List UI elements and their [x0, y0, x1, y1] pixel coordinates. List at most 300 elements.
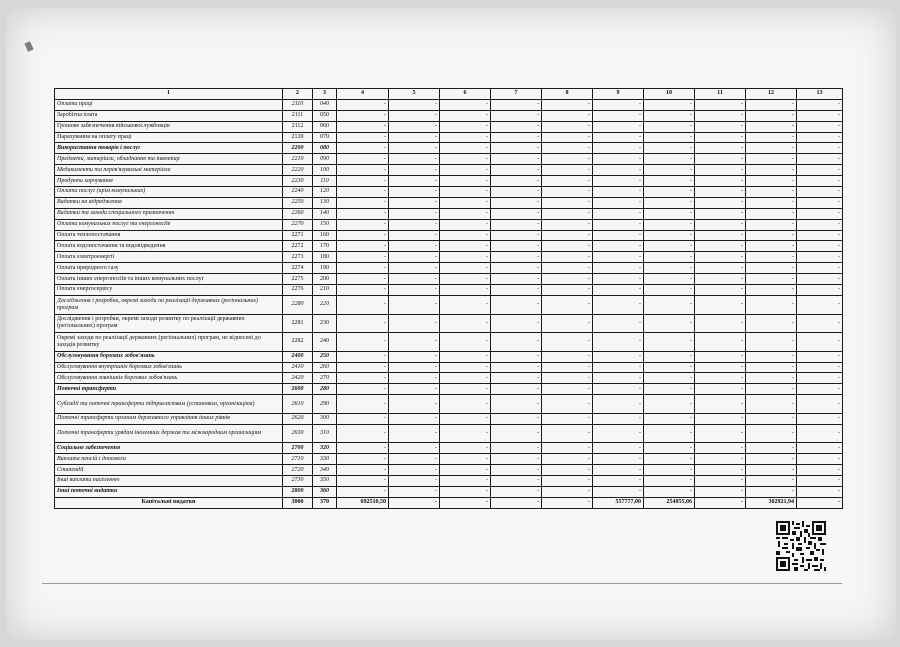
value-cell: -	[644, 373, 695, 384]
row-code-cell: 2420	[283, 373, 313, 384]
value-cell: -	[644, 132, 695, 143]
table-body	[55, 89, 843, 509]
value-cell: -	[593, 99, 644, 110]
value-cell: -	[389, 263, 440, 274]
value-cell: -	[491, 241, 542, 252]
value-cell: -	[389, 187, 440, 198]
value-cell: -	[644, 486, 695, 497]
row-name-cell: Оплата електроенергії	[55, 252, 283, 263]
value-cell: -	[491, 497, 542, 508]
value-cell: -	[695, 241, 746, 252]
row-number-cell: 360	[313, 486, 337, 497]
value-cell: -	[644, 314, 695, 333]
value-cell: -	[797, 154, 843, 165]
row-number-cell: 230	[313, 314, 337, 333]
row-code-cell: 2120	[283, 132, 313, 143]
value-cell: -	[389, 285, 440, 296]
row-name-cell: Нарахування на оплату праці	[55, 132, 283, 143]
row-number-cell: 290	[313, 395, 337, 414]
row-name-cell: Медикаменти та перев'язувальні матеріали	[55, 165, 283, 176]
value-cell: -	[746, 165, 797, 176]
row-name-cell: Поточні трансферти органам державного управління інших рівнів	[55, 413, 283, 424]
row-number-cell: 120	[313, 187, 337, 198]
value-cell: -	[542, 241, 593, 252]
value-cell: -	[593, 176, 644, 187]
value-cell: -	[797, 187, 843, 198]
value-cell: -	[389, 395, 440, 414]
column-header: 12	[746, 89, 797, 100]
value-cell: -	[593, 121, 644, 132]
value-cell: -	[337, 384, 389, 395]
value-cell: -	[491, 187, 542, 198]
row-code-cell: 2400	[283, 351, 313, 362]
table-row	[55, 465, 843, 476]
value-cell: -	[542, 132, 593, 143]
value-cell: -	[644, 443, 695, 454]
row-number-cell: 250	[313, 351, 337, 362]
value-cell: -	[440, 486, 491, 497]
value-cell: -	[440, 285, 491, 296]
row-code-cell: 2220	[283, 165, 313, 176]
value-cell: -	[746, 99, 797, 110]
value-cell: -	[440, 465, 491, 476]
value-cell: -	[542, 187, 593, 198]
value-cell: -	[542, 486, 593, 497]
value-cell: -	[695, 497, 746, 508]
value-cell: -	[593, 110, 644, 121]
row-number-cell: 130	[313, 197, 337, 208]
row-name-cell: Видатки та заходи спеціального призначення	[55, 208, 283, 219]
value-cell: -	[542, 154, 593, 165]
value-cell: -	[389, 454, 440, 465]
value-cell: -	[491, 121, 542, 132]
value-cell: -	[695, 274, 746, 285]
value-cell: -	[389, 362, 440, 373]
value-cell: -	[491, 176, 542, 187]
row-code-cell: 2281	[283, 314, 313, 333]
row-number-cell: 210	[313, 285, 337, 296]
document-page	[6, 8, 896, 640]
scan-mark	[24, 41, 33, 52]
value-cell: -	[593, 333, 644, 352]
value-cell: -	[440, 413, 491, 424]
value-cell: -	[440, 143, 491, 154]
value-cell: -	[491, 110, 542, 121]
table-row	[55, 285, 843, 296]
value-cell: -	[746, 413, 797, 424]
row-name-cell: Оплата теплопостачання	[55, 230, 283, 241]
value-cell: -	[542, 476, 593, 487]
column-header: 2	[283, 89, 313, 100]
value-cell: -	[746, 285, 797, 296]
value-cell: -	[644, 110, 695, 121]
value-cell: -	[389, 197, 440, 208]
value-cell: -	[746, 443, 797, 454]
row-name-cell: Стипендії	[55, 465, 283, 476]
value-cell: -	[593, 285, 644, 296]
footer-rule	[42, 583, 842, 584]
value-cell: -	[337, 230, 389, 241]
table-row	[55, 384, 843, 395]
row-number-cell: 300	[313, 413, 337, 424]
value-cell: -	[695, 413, 746, 424]
row-code-cell: 2610	[283, 395, 313, 414]
value-cell: -	[389, 476, 440, 487]
row-number-cell: 070	[313, 132, 337, 143]
value-cell: -	[593, 395, 644, 414]
value-cell: -	[746, 263, 797, 274]
value-cell: -	[644, 413, 695, 424]
value-cell: -	[440, 219, 491, 230]
value-cell: -	[797, 132, 843, 143]
value-cell: -	[746, 219, 797, 230]
value-cell: -	[491, 333, 542, 352]
value-cell: -	[695, 208, 746, 219]
column-header: 5	[389, 89, 440, 100]
value-cell: -	[337, 219, 389, 230]
value-cell: -	[389, 132, 440, 143]
value-cell: -	[542, 454, 593, 465]
value-cell: -	[491, 143, 542, 154]
value-cell: -	[389, 465, 440, 476]
value-cell: -	[797, 176, 843, 187]
value-cell: -	[389, 274, 440, 285]
value-cell: -	[695, 465, 746, 476]
value-cell: -	[695, 384, 746, 395]
value-cell: -	[491, 443, 542, 454]
value-cell: -	[644, 285, 695, 296]
value-cell: -	[593, 154, 644, 165]
value-cell: -	[797, 486, 843, 497]
value-cell: -	[389, 110, 440, 121]
value-cell: -	[644, 424, 695, 443]
value-cell: -	[491, 314, 542, 333]
row-number-cell: 050	[313, 110, 337, 121]
value-cell: -	[644, 121, 695, 132]
row-name-cell: Оплата послуг (крім комунальних)	[55, 187, 283, 198]
value-cell: -	[695, 252, 746, 263]
value-cell: -	[746, 465, 797, 476]
value-cell: -	[593, 263, 644, 274]
value-cell: -	[337, 314, 389, 333]
value-cell: -	[746, 252, 797, 263]
value-cell: -	[644, 362, 695, 373]
value-cell: -	[337, 424, 389, 443]
value-cell: -	[695, 486, 746, 497]
value-cell: -	[797, 384, 843, 395]
value-cell: -	[440, 208, 491, 219]
value-cell: -	[542, 121, 593, 132]
value-cell: -	[797, 413, 843, 424]
row-name-cell: Виплата пенсій і допомоги	[55, 454, 283, 465]
value-cell: -	[542, 413, 593, 424]
value-cell: -	[797, 263, 843, 274]
table-row	[55, 110, 843, 121]
value-cell: -	[389, 143, 440, 154]
row-number-cell: 340	[313, 465, 337, 476]
row-code-cell: 2230	[283, 176, 313, 187]
value-cell: -	[593, 143, 644, 154]
value-cell: -	[389, 121, 440, 132]
value-cell: -	[695, 230, 746, 241]
row-number-cell: 190	[313, 263, 337, 274]
value-cell: -	[593, 486, 644, 497]
value-cell: -	[746, 154, 797, 165]
value-cell: -	[337, 285, 389, 296]
value-cell: -	[797, 454, 843, 465]
value-cell: -	[746, 476, 797, 487]
table-row	[55, 443, 843, 454]
value-cell: -	[440, 176, 491, 187]
value-cell: -	[542, 230, 593, 241]
value-cell: -	[440, 263, 491, 274]
value-cell: -	[593, 187, 644, 198]
column-header: 9	[593, 89, 644, 100]
value-cell: -	[797, 121, 843, 132]
value-cell: -	[644, 143, 695, 154]
row-number-cell: 060	[313, 121, 337, 132]
value-cell: -	[746, 486, 797, 497]
table-row	[55, 241, 843, 252]
column-header: 4	[337, 89, 389, 100]
value-cell: -	[593, 165, 644, 176]
value-cell: -	[695, 454, 746, 465]
row-code-cell: 2110	[283, 99, 313, 110]
value-cell: -	[337, 143, 389, 154]
value-cell: -	[797, 373, 843, 384]
value-cell: -	[491, 395, 542, 414]
value-cell: -	[491, 197, 542, 208]
value-cell: -	[491, 362, 542, 373]
value-cell: -	[389, 165, 440, 176]
row-number-cell: 350	[313, 476, 337, 487]
value-cell: -	[491, 373, 542, 384]
value-cell: -	[337, 333, 389, 352]
value-cell: -	[746, 362, 797, 373]
row-name-cell: Окремі заходи по реалізації державних (регіональних) програм, не віднесені до заходів розвитку	[55, 333, 283, 352]
value-cell: -	[797, 274, 843, 285]
value-cell: -	[695, 143, 746, 154]
value-cell: -	[797, 443, 843, 454]
value-cell: -	[337, 99, 389, 110]
row-name-cell: Продукти харчування	[55, 176, 283, 187]
table-row	[55, 295, 843, 314]
value-cell: -	[695, 121, 746, 132]
value-cell: -	[695, 476, 746, 487]
row-code-cell: 2282	[283, 333, 313, 352]
value-cell: -	[644, 230, 695, 241]
value-cell: -	[440, 295, 491, 314]
row-code-cell: 2800	[283, 486, 313, 497]
value-cell: -	[491, 132, 542, 143]
value-cell: -	[440, 165, 491, 176]
value-cell: -	[542, 351, 593, 362]
table-row	[55, 99, 843, 110]
row-code-cell: 2700	[283, 443, 313, 454]
value-cell: -	[593, 252, 644, 263]
column-header: 7	[491, 89, 542, 100]
row-name-cell: Видатки на відрядження	[55, 197, 283, 208]
row-number-cell: 100	[313, 165, 337, 176]
value-cell: -	[797, 165, 843, 176]
row-name-cell: Обслуговування внутрішніх боргових зобов'язань	[55, 362, 283, 373]
value-cell: -	[337, 208, 389, 219]
value-cell: -	[542, 362, 593, 373]
value-cell: -	[542, 384, 593, 395]
value-cell: -	[593, 384, 644, 395]
value-cell: -	[797, 241, 843, 252]
table-row	[55, 362, 843, 373]
value-cell: -	[440, 497, 491, 508]
value-cell: -	[440, 187, 491, 198]
table-row	[55, 121, 843, 132]
value-cell: -	[337, 465, 389, 476]
row-name-cell: Дослідження і розробки, окремі заходи по реалізації державних (регіональних) програм	[55, 295, 283, 314]
row-code-cell: 2260	[283, 208, 313, 219]
value-cell: -	[337, 154, 389, 165]
value-cell: -	[337, 187, 389, 198]
row-code-cell: 2280	[283, 295, 313, 314]
row-name-cell: Оплата водопостачання та водовідведення	[55, 241, 283, 252]
column-header: 11	[695, 89, 746, 100]
value-cell: -	[389, 252, 440, 263]
value-cell: -	[440, 454, 491, 465]
value-cell: -	[746, 274, 797, 285]
value-cell: -	[746, 395, 797, 414]
value-cell: 557777,00	[593, 497, 644, 508]
value-cell: -	[593, 465, 644, 476]
value-cell: -	[440, 110, 491, 121]
row-number-cell: 200	[313, 274, 337, 285]
value-cell: -	[440, 351, 491, 362]
expenditure-table	[54, 88, 843, 509]
value-cell: -	[491, 285, 542, 296]
value-cell: -	[440, 99, 491, 110]
table-row	[55, 476, 843, 487]
value-cell: -	[542, 395, 593, 414]
table-row	[55, 252, 843, 263]
value-cell: -	[593, 424, 644, 443]
value-cell: -	[440, 230, 491, 241]
value-cell: -	[542, 333, 593, 352]
table-row	[55, 263, 843, 274]
value-cell: -	[337, 295, 389, 314]
value-cell: -	[389, 373, 440, 384]
value-cell: -	[593, 476, 644, 487]
value-cell: -	[797, 395, 843, 414]
value-cell: -	[542, 497, 593, 508]
value-cell: -	[797, 208, 843, 219]
value-cell: -	[337, 121, 389, 132]
row-name-cell: Використання товарів і послуг	[55, 143, 283, 154]
value-cell: -	[389, 154, 440, 165]
value-cell: -	[337, 274, 389, 285]
value-cell: -	[542, 314, 593, 333]
value-cell: -	[440, 395, 491, 414]
table-row	[55, 154, 843, 165]
value-cell: -	[337, 395, 389, 414]
value-cell: -	[440, 362, 491, 373]
column-header: 8	[542, 89, 593, 100]
value-cell: -	[440, 424, 491, 443]
value-cell: -	[746, 373, 797, 384]
value-cell: -	[440, 132, 491, 143]
value-cell: -	[389, 443, 440, 454]
value-cell: -	[389, 497, 440, 508]
value-cell: -	[491, 295, 542, 314]
row-number-cell: 320	[313, 443, 337, 454]
value-cell: -	[491, 424, 542, 443]
row-number-cell: 280	[313, 384, 337, 395]
value-cell: -	[337, 362, 389, 373]
table-row	[55, 176, 843, 187]
value-cell: -	[542, 110, 593, 121]
row-code-cell: 2600	[283, 384, 313, 395]
value-cell: -	[440, 197, 491, 208]
value-cell: -	[389, 230, 440, 241]
column-header: 13	[797, 89, 843, 100]
value-cell: -	[695, 443, 746, 454]
value-cell: -	[389, 219, 440, 230]
value-cell: -	[491, 476, 542, 487]
value-cell: -	[593, 373, 644, 384]
value-cell: -	[746, 241, 797, 252]
value-cell: -	[644, 465, 695, 476]
value-cell: -	[644, 99, 695, 110]
value-cell: -	[695, 395, 746, 414]
value-cell: -	[797, 285, 843, 296]
value-cell: -	[644, 295, 695, 314]
value-cell: -	[491, 252, 542, 263]
value-cell: -	[389, 424, 440, 443]
row-number-cell: 240	[313, 333, 337, 352]
row-code-cell: 2274	[283, 263, 313, 274]
value-cell: -	[644, 165, 695, 176]
row-name-cell: Грошове забезпечення військовослужбовців	[55, 121, 283, 132]
value-cell: -	[337, 197, 389, 208]
value-cell: -	[389, 241, 440, 252]
value-cell: -	[389, 314, 440, 333]
row-number-cell: 170	[313, 241, 337, 252]
row-code-cell: 2112	[283, 121, 313, 132]
table-row	[55, 333, 843, 352]
row-code-cell: 2730	[283, 476, 313, 487]
value-cell: -	[593, 362, 644, 373]
table-row	[55, 197, 843, 208]
value-cell: -	[797, 230, 843, 241]
row-code-cell: 2250	[283, 197, 313, 208]
value-cell: -	[746, 424, 797, 443]
value-cell: -	[593, 295, 644, 314]
value-cell: -	[746, 143, 797, 154]
value-cell: -	[389, 333, 440, 352]
value-cell: -	[337, 351, 389, 362]
row-code-cell: 3000	[283, 497, 313, 508]
row-number-cell: 140	[313, 208, 337, 219]
column-header: 6	[440, 89, 491, 100]
row-number-cell: 160	[313, 230, 337, 241]
value-cell: -	[746, 314, 797, 333]
value-cell: -	[593, 314, 644, 333]
value-cell: -	[491, 99, 542, 110]
row-number-cell: 220	[313, 295, 337, 314]
value-cell: -	[695, 424, 746, 443]
row-code-cell: 2270	[283, 219, 313, 230]
row-code-cell: 2710	[283, 454, 313, 465]
value-cell: -	[389, 176, 440, 187]
row-code-cell: 2240	[283, 187, 313, 198]
row-name-cell: Оплата інших енергоносіїв та інших комунальних послуг	[55, 274, 283, 285]
